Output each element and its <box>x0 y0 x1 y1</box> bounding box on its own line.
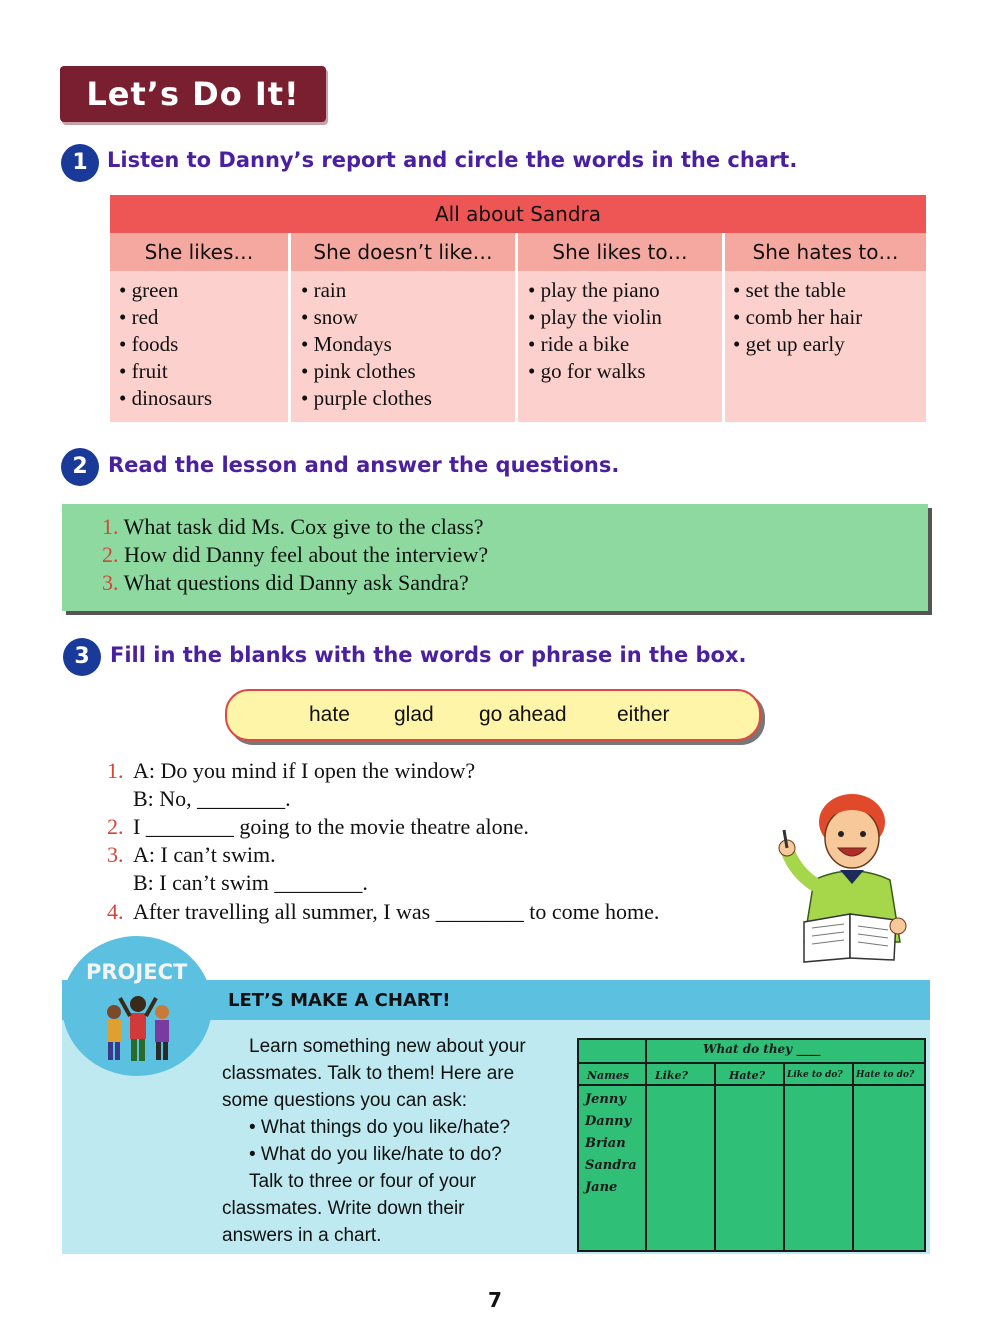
question-3 <box>102 570 469 596</box>
list-item: • foods <box>119 332 179 356</box>
fill-blank-2: I ________ going to the movie theatre alone. <box>133 814 529 839</box>
chart-name: Jane <box>585 1180 618 1195</box>
word-go-ahead: go ahead <box>479 703 567 726</box>
question-text: How did Danny feel about the interview? <box>124 542 489 567</box>
list-item: • snow <box>301 305 358 329</box>
fill-blank-number: 4. <box>107 899 124 924</box>
boy-reading-illustration <box>774 792 914 964</box>
hates-to-list <box>733 277 862 358</box>
list-item: • play the piano <box>528 278 660 302</box>
word-either: either <box>617 703 670 726</box>
list-item: • purple clothes <box>301 386 432 410</box>
list-item: • set the table <box>733 278 846 302</box>
list-item: • comb her hair <box>733 305 863 329</box>
list-item: • get up early <box>733 332 845 356</box>
project-label: PROJECT <box>86 960 188 984</box>
word-hate: hate <box>309 703 350 726</box>
column-divider <box>288 233 291 422</box>
chart-line <box>579 1084 924 1086</box>
chart-header-hate: Hate? <box>729 1069 766 1082</box>
list-item: • Mondays <box>301 332 392 356</box>
chart-name: Sandra <box>585 1158 637 1173</box>
project-title: LET’S MAKE A CHART! <box>228 990 451 1011</box>
fill-blank-3b: B: I can’t swim ________. <box>133 870 368 895</box>
question-number: 1. <box>102 514 119 539</box>
question-number: 3. <box>102 570 119 595</box>
fill-blank-3a: A: I can’t swim. <box>133 842 276 867</box>
question-number: 2. <box>102 542 119 567</box>
chart-line <box>783 1062 785 1250</box>
fill-blank-1b: B: No, ________. <box>133 786 291 811</box>
column-header-likes: She likes… <box>110 233 288 271</box>
project-text-line: Talk to three or four of your <box>249 1171 477 1192</box>
section-3-title: Fill in the blanks with the words or phrase in the box. <box>110 643 747 667</box>
kids-icon <box>98 990 178 1064</box>
list-item: • rain <box>301 278 347 302</box>
likes-list <box>119 277 212 412</box>
survey-chart <box>577 1038 926 1252</box>
chart-line <box>714 1062 716 1250</box>
questions-box <box>62 504 928 611</box>
fill-blank-1a: A: Do you mind if I open the window? <box>133 758 476 783</box>
project-text-line: Learn something new about your <box>249 1036 526 1057</box>
column-divider <box>722 233 725 422</box>
chart-header-like-to-do: Like to do? <box>787 1070 843 1080</box>
project-text-line: classmates. Write down their <box>222 1198 465 1219</box>
section-1-title: Listen to Danny’s report and circle the words in the chart. <box>107 148 798 172</box>
chart-name: Brian <box>585 1136 626 1151</box>
project-text-line: classmates. Talk to them! Here are <box>222 1063 515 1084</box>
list-item: • play the violin <box>528 305 662 329</box>
likes-to-list <box>528 277 662 385</box>
lets-do-it-banner: Let’s Do It! <box>60 66 326 122</box>
chart-line <box>579 1062 924 1064</box>
sandra-chart <box>110 195 926 422</box>
question-2 <box>102 542 488 568</box>
list-item: • red <box>119 305 159 329</box>
fill-blank-number: 3. <box>107 842 124 867</box>
list-item: • green <box>119 278 179 302</box>
sandra-chart-title: All about Sandra <box>110 195 926 233</box>
question-1 <box>102 514 484 540</box>
section-1-number: 1 <box>61 144 99 182</box>
word-glad: glad <box>394 703 434 726</box>
word-box <box>225 689 761 741</box>
project-question: • What things do you like/hate? <box>249 1117 511 1138</box>
chart-top-header: What do they ____ <box>703 1042 821 1056</box>
chart-name: Danny <box>585 1114 632 1129</box>
chart-line <box>852 1062 854 1250</box>
section-3-number: 3 <box>63 638 101 676</box>
section-2-number: 2 <box>61 448 99 486</box>
page-number: 7 <box>488 1288 502 1312</box>
project-text-line: answers in a chart. <box>222 1225 382 1246</box>
question-text: What task did Ms. Cox give to the class? <box>123 514 484 539</box>
project-question: • What do you like/hate to do? <box>249 1144 502 1165</box>
fill-blank-number: 1. <box>107 758 124 783</box>
column-header-doesnt-like: She doesn’t like… <box>291 233 515 271</box>
column-header-likes-to: She likes to… <box>518 233 722 271</box>
list-item: • ride a bike <box>528 332 630 356</box>
chart-header-like: Like? <box>655 1069 688 1082</box>
chart-name: Jenny <box>585 1092 626 1107</box>
chart-header-hate-to-do: Hate to do? <box>856 1070 915 1080</box>
project-text-line: some questions you can ask: <box>222 1090 468 1111</box>
fill-blank-4: After travelling all summer, I was ________ to come home. <box>133 899 660 924</box>
list-item: • pink clothes <box>301 359 416 383</box>
list-item: • fruit <box>119 359 168 383</box>
chart-header-names: Names <box>587 1069 630 1082</box>
list-item: • go for walks <box>528 359 646 383</box>
chart-line <box>645 1040 647 1250</box>
doesnt-like-list <box>301 277 432 412</box>
list-item: • dinosaurs <box>119 386 213 410</box>
question-text: What questions did Danny ask Sandra? <box>123 570 469 595</box>
column-header-hates-to: She hates to… <box>725 233 926 271</box>
fill-blank-number: 2. <box>107 814 124 839</box>
section-2-title: Read the lesson and answer the questions. <box>108 453 620 477</box>
column-divider <box>515 233 518 422</box>
